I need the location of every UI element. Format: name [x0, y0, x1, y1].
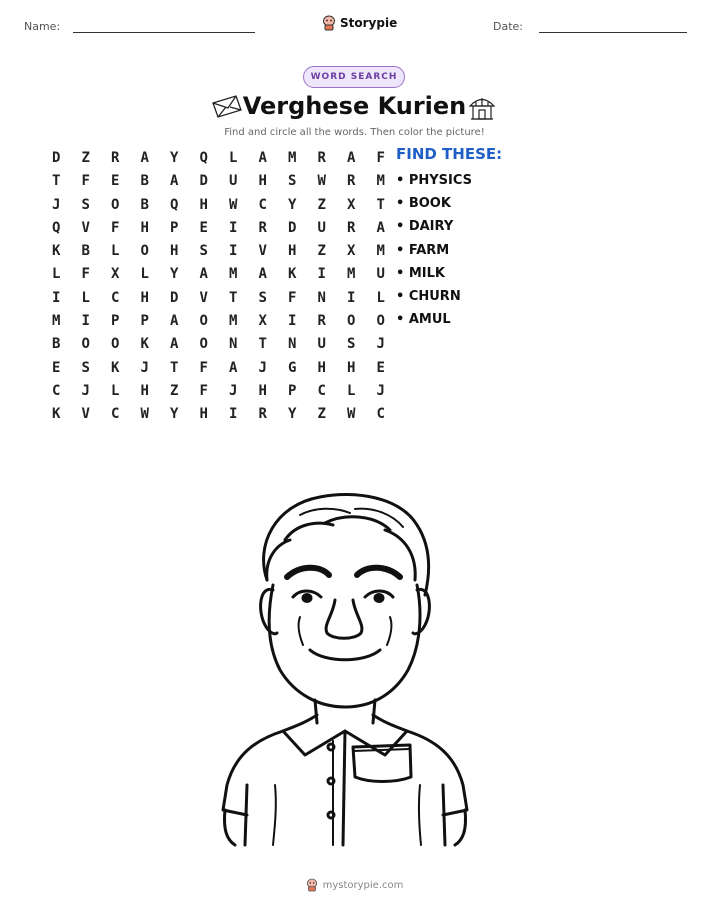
grid-letter[interactable]: L [347, 382, 356, 399]
grid-letter[interactable]: O [140, 243, 149, 260]
grid-letter[interactable]: A [170, 173, 179, 190]
grid-letter[interactable]: J [140, 359, 149, 376]
grid-letter[interactable]: I [229, 243, 238, 260]
grid-letter[interactable]: U [229, 173, 238, 190]
name-field-line[interactable] [73, 32, 255, 33]
grid-letter[interactable]: B [52, 336, 61, 353]
grid-letter[interactable]: T [52, 173, 61, 190]
storypie-mascot-icon [306, 878, 318, 892]
grid-letter[interactable]: E [199, 219, 208, 236]
grid-letter[interactable]: N [229, 336, 238, 353]
grid-letter[interactable]: P [111, 313, 120, 330]
grid-row [52, 194, 406, 217]
grid-letter[interactable]: S [258, 289, 267, 306]
grid-letter[interactable]: I [288, 313, 297, 330]
grid-letter[interactable]: P [288, 382, 297, 399]
grid-letter[interactable]: Z [317, 406, 326, 423]
grid-letter[interactable]: K [288, 266, 297, 283]
grid-letter[interactable]: Z [81, 150, 90, 166]
grid-letter[interactable]: W [347, 406, 356, 423]
grid-letter[interactable]: P [170, 219, 179, 236]
grid-letter[interactable]: V [199, 289, 208, 306]
grid-letter[interactable]: A [140, 150, 149, 166]
word-list-title: FIND THESE: [396, 145, 503, 163]
grid-letter[interactable]: Q [52, 219, 61, 236]
grid-letter[interactable]: H [288, 243, 297, 260]
grid-letter[interactable]: H [140, 382, 149, 399]
grid-letter[interactable]: L [376, 289, 385, 306]
date-label: Date: [493, 20, 523, 33]
grid-letter[interactable]: R [317, 313, 326, 330]
grid-letter[interactable]: B [140, 173, 149, 190]
grid-letter[interactable]: H [258, 173, 267, 190]
grid-row [52, 333, 406, 356]
grid-letter[interactable]: L [229, 150, 238, 166]
grid-letter[interactable]: I [52, 289, 61, 306]
grid-letter[interactable]: R [317, 150, 326, 166]
word-search-badge: WORD SEARCH [303, 66, 405, 88]
grid-letter[interactable]: J [52, 196, 61, 213]
hut-icon [467, 92, 497, 122]
grid-letter[interactable]: O [81, 336, 90, 353]
grid-letter[interactable]: Q [199, 150, 208, 166]
grid-letter[interactable]: O [111, 196, 120, 213]
footer [0, 878, 709, 892]
grid-letter[interactable]: O [199, 336, 208, 353]
grid-letter[interactable]: Q [170, 196, 179, 213]
grid-letter[interactable]: M [347, 266, 356, 283]
grid-letter[interactable]: M [229, 266, 238, 283]
grid-letter[interactable]: F [111, 219, 120, 236]
grid-letter[interactable]: C [111, 289, 120, 306]
grid-row [52, 217, 406, 240]
grid-row [52, 263, 406, 286]
grid-letter[interactable]: D [52, 150, 61, 166]
word-list [396, 171, 472, 333]
grid-letter[interactable]: V [258, 243, 267, 260]
grid-letter[interactable]: M [229, 313, 238, 330]
name-label: Name: [24, 20, 61, 33]
grid-letter[interactable]: Z [317, 196, 326, 213]
grid-letter[interactable]: E [52, 359, 61, 376]
grid-row [52, 403, 406, 426]
grid-letter[interactable]: K [52, 243, 61, 260]
grid-letter[interactable]: M [52, 313, 61, 330]
grid-letter[interactable]: R [258, 406, 267, 423]
grid-letter[interactable]: F [376, 150, 385, 166]
date-field-line[interactable] [539, 32, 687, 33]
grid-letter[interactable]: E [376, 359, 385, 376]
grid-letter[interactable]: M [376, 173, 385, 190]
grid-letter[interactable]: S [81, 359, 90, 376]
grid-letter[interactable]: H [317, 359, 326, 376]
grid-letter[interactable]: L [111, 243, 120, 260]
word-list-item: • PHYSICS [396, 173, 473, 188]
grid-letter[interactable]: O [111, 336, 120, 353]
word-list-item: • BOOK [396, 196, 451, 212]
grid-letter[interactable]: T [229, 289, 238, 306]
grid-letter[interactable]: L [52, 266, 61, 283]
grid-letter[interactable]: R [347, 173, 356, 190]
grid-letter[interactable]: S [347, 336, 356, 353]
brand-name: Storypie [340, 16, 398, 30]
grid-letter[interactable]: A [376, 219, 385, 236]
grid-letter[interactable]: Y [170, 406, 179, 423]
grid-letter[interactable]: X [347, 243, 356, 260]
grid-letter[interactable]: I [347, 289, 356, 306]
grid-row [52, 147, 406, 170]
grid-row [52, 240, 406, 263]
grid-letter[interactable]: A [258, 266, 267, 283]
grid-letter[interactable]: D [170, 289, 179, 306]
grid-letter[interactable]: O [376, 313, 385, 330]
grid-letter[interactable]: T [376, 196, 385, 213]
grid-row [52, 357, 406, 380]
grid-letter[interactable]: J [376, 382, 385, 399]
grid-letter[interactable]: U [317, 219, 326, 236]
storypie-mascot-icon [322, 15, 336, 31]
word-list-item: • CHURN [396, 288, 461, 304]
word-list-item: • AMUL [396, 312, 451, 328]
grid-letter[interactable]: H [347, 359, 356, 376]
grid-letter[interactable]: S [199, 243, 208, 260]
grid-letter[interactable]: U [317, 336, 326, 353]
grid-letter[interactable]: D [199, 173, 208, 190]
grid-letter[interactable]: X [258, 313, 267, 330]
grid-letter[interactable]: C [52, 382, 61, 399]
grid-row [52, 170, 406, 193]
grid-letter[interactable]: F [81, 266, 90, 283]
grid-letter[interactable]: A [258, 150, 267, 166]
grid-letter[interactable]: T [170, 359, 179, 376]
grid-letter[interactable]: R [258, 219, 267, 236]
grid-letter[interactable]: A [229, 359, 238, 376]
grid-letter[interactable]: G [288, 359, 297, 376]
grid-letter[interactable]: Z [170, 382, 179, 399]
grid-letter[interactable]: R [111, 150, 120, 166]
grid-letter[interactable]: L [111, 382, 120, 399]
grid-letter[interactable]: N [317, 289, 326, 306]
grid-letter[interactable]: K [140, 336, 149, 353]
grid-letter[interactable]: V [81, 406, 90, 423]
grid-letter[interactable]: E [111, 173, 120, 190]
grid-letter[interactable]: O [347, 313, 356, 330]
grid-letter[interactable]: J [229, 382, 238, 399]
grid-letter[interactable]: O [199, 313, 208, 330]
grid-letter[interactable]: J [81, 382, 90, 399]
grid-letter[interactable]: A [170, 313, 179, 330]
grid-letter[interactable]: Y [288, 196, 297, 213]
grid-letter[interactable]: H [199, 406, 208, 423]
grid-letter[interactable]: T [258, 336, 267, 353]
grid-letter[interactable]: H [258, 382, 267, 399]
grid-letter[interactable]: K [52, 406, 61, 423]
footer-url[interactable]: mystorypie.com [322, 879, 404, 891]
grid-letter[interactable]: F [199, 359, 208, 376]
grid-letter[interactable]: C [317, 382, 326, 399]
grid-letter[interactable]: B [140, 196, 149, 213]
grid-letter[interactable]: I [317, 266, 326, 283]
instructions: Find and circle all the words. Then color the picture! [224, 127, 485, 138]
grid-letter[interactable]: Y [170, 150, 179, 166]
grid-letter[interactable]: C [111, 406, 120, 423]
grid-letter[interactable]: F [288, 289, 297, 306]
letter-grid [52, 147, 406, 427]
grid-letter[interactable]: X [111, 266, 120, 283]
grid-letter[interactable]: J [258, 359, 267, 376]
grid-letter[interactable]: I [81, 313, 90, 330]
grid-letter[interactable]: X [347, 196, 356, 213]
grid-letter[interactable]: D [288, 219, 297, 236]
grid-letter[interactable]: W [317, 173, 326, 190]
portrait-illustration [205, 485, 495, 855]
grid-letter[interactable]: C [376, 406, 385, 423]
word-list-item: • DAIRY [396, 219, 454, 235]
title-row [0, 92, 709, 124]
grid-row [52, 287, 406, 310]
grid-letter[interactable]: K [111, 359, 120, 376]
grid-letter[interactable]: A [170, 336, 179, 353]
grid-letter[interactable]: N [288, 336, 297, 353]
word-list-item: • MILK [396, 265, 445, 281]
grid-row [52, 310, 406, 333]
grid-letter[interactable]: Y [170, 266, 179, 283]
grid-letter[interactable]: I [229, 219, 238, 236]
grid-letter[interactable]: Y [288, 406, 297, 423]
grid-letter[interactable]: M [376, 243, 385, 260]
grid-letter[interactable]: J [376, 336, 385, 353]
word-list-item: • FARM [396, 242, 450, 258]
grid-letter[interactable]: H [140, 219, 149, 236]
grid-letter[interactable]: C [258, 196, 267, 213]
grid-letter[interactable]: W [140, 406, 149, 423]
grid-letter[interactable]: R [347, 219, 356, 236]
grid-letter[interactable]: P [140, 313, 149, 330]
grid-letter[interactable]: S [81, 196, 90, 213]
grid-letter[interactable]: B [81, 243, 90, 260]
grid-letter[interactable]: H [199, 196, 208, 213]
grid-letter[interactable]: V [81, 219, 90, 236]
grid-letter[interactable]: F [199, 382, 208, 399]
grid-row [52, 380, 406, 403]
grid-letter[interactable]: L [140, 266, 149, 283]
grid-letter[interactable]: H [170, 243, 179, 260]
grid-letter[interactable]: S [288, 173, 297, 190]
grid-letter[interactable]: H [140, 289, 149, 306]
grid-letter[interactable]: A [199, 266, 208, 283]
grid-letter[interactable]: W [229, 196, 238, 213]
grid-letter[interactable]: L [81, 289, 90, 306]
grid-letter[interactable]: Z [317, 243, 326, 260]
brand-logo [322, 14, 397, 32]
grid-letter[interactable]: I [229, 406, 238, 423]
grid-letter[interactable]: U [376, 266, 385, 283]
page-title: Verghese Kurien [242, 92, 467, 120]
grid-letter[interactable]: F [81, 173, 90, 190]
grid-letter[interactable]: M [288, 150, 297, 166]
grid-letter[interactable]: A [347, 150, 356, 166]
